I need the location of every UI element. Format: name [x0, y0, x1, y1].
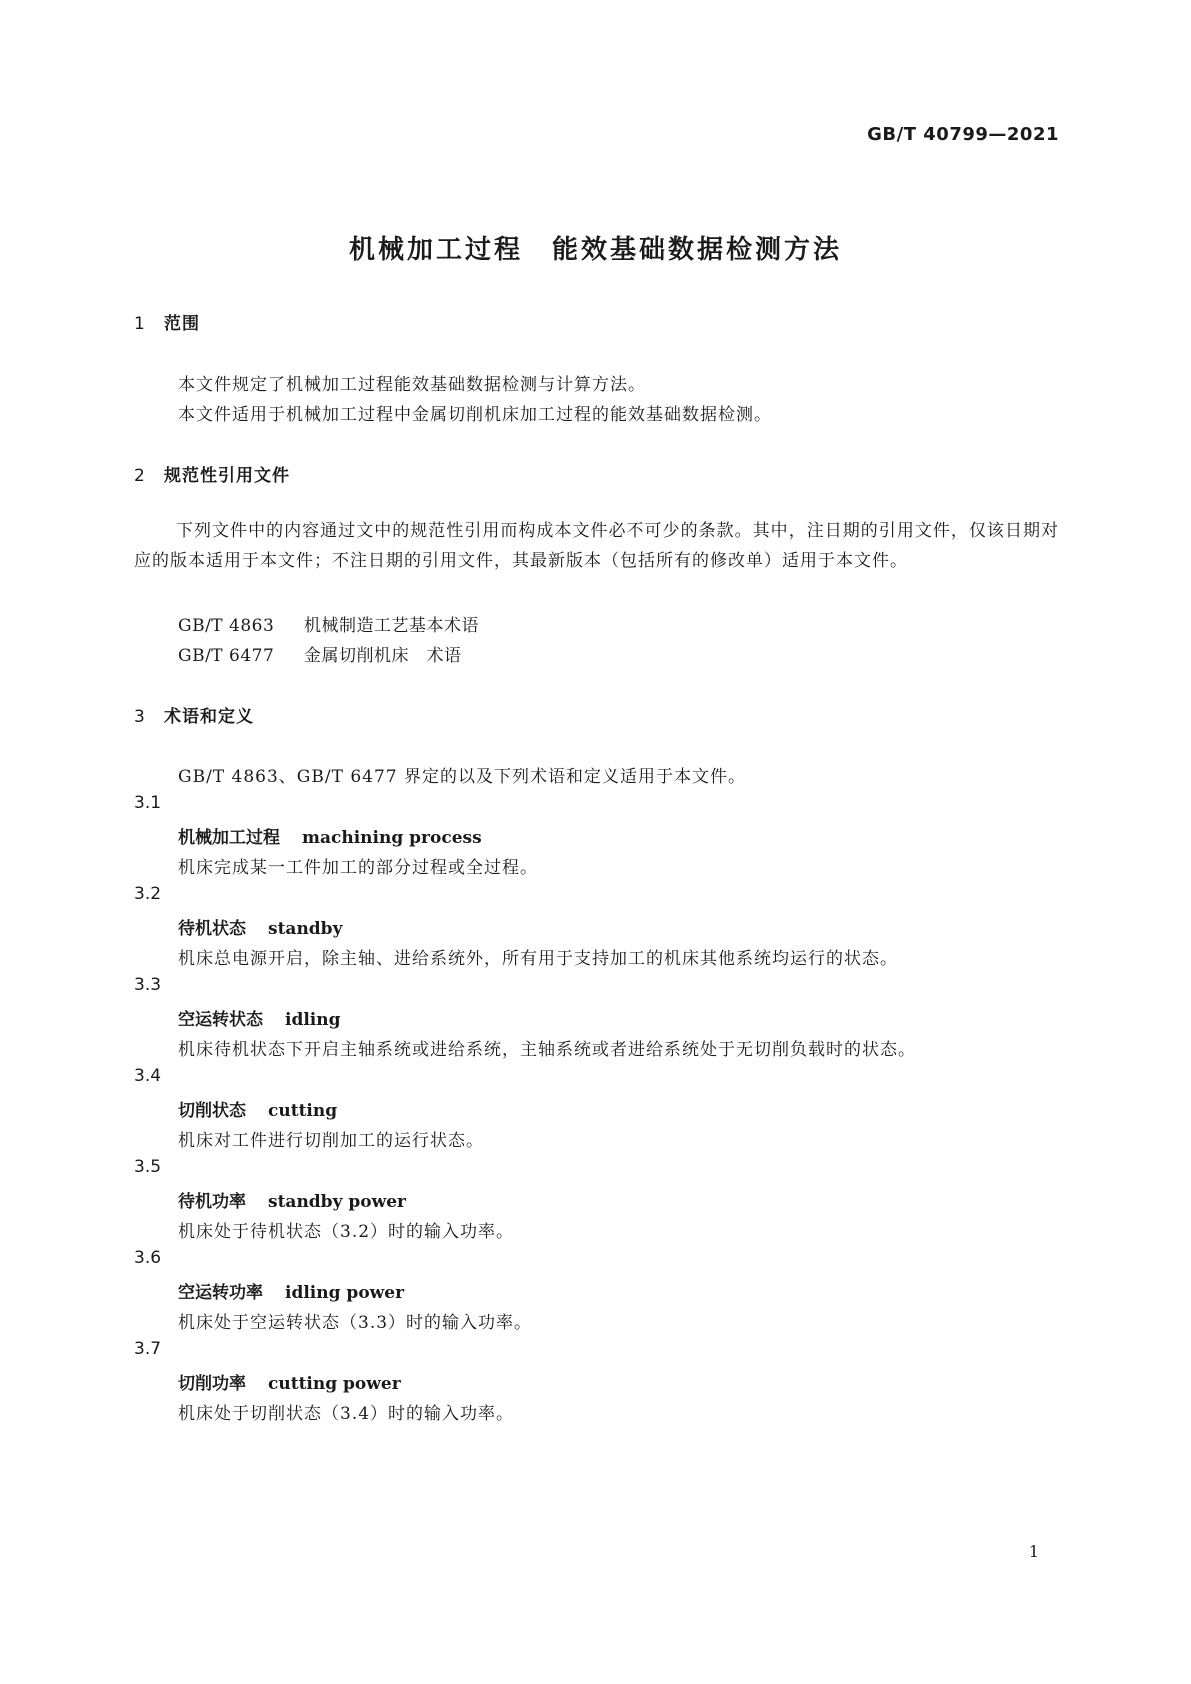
- term-name: [178, 823, 482, 848]
- term-name: [178, 1005, 341, 1030]
- section-title: 范围: [164, 314, 200, 334]
- section-title: 规范性引用文件: [164, 466, 290, 486]
- terms-intro: GB/T 4863、GB/T 6477 界定的以及下列术语和定义适用于本文件。: [178, 767, 747, 787]
- section-1-heading: [134, 309, 200, 334]
- section-number: 1: [134, 314, 146, 334]
- document-title: 机械加工过程 能效基础数据检测方法: [348, 235, 842, 265]
- term-name-cn: 机械加工过程: [178, 828, 280, 848]
- normative-refs-paragraph: 下列文件中的内容通过文中的规范性引用而构成本文件必不可少的条款。其中，注日期的引用文件，仅该日期对应的版本适用于本文件；不注日期的引用文件，其最新版本（包括所有的修改单）适用于本文件。: [134, 521, 1059, 571]
- reference-row: [178, 641, 462, 666]
- term-definition: 机床总电源开启，除主轴、进给系统外，所有用于支持加工的机床其他系统均运行的状态。: [178, 949, 898, 969]
- term-name-en: cutting: [268, 1101, 338, 1121]
- term-name-cn: 空运转功率: [178, 1283, 263, 1303]
- term-name-cn: 待机状态: [178, 919, 246, 939]
- section-title: 术语和定义: [164, 707, 254, 727]
- section-number: 2: [134, 466, 146, 486]
- term-name-en: standby: [268, 919, 343, 939]
- section-3-heading: [134, 702, 254, 727]
- reference-name: 机械制造工艺基本术语: [304, 616, 479, 636]
- reference-code: GB/T 4863: [178, 616, 275, 636]
- term-name-cn: 空运转状态: [178, 1010, 263, 1030]
- term-name: [178, 1369, 401, 1394]
- term-name-en: standby power: [268, 1192, 407, 1212]
- term-number: 3.3: [134, 975, 162, 995]
- term-name-en: idling: [285, 1010, 341, 1030]
- term-name: [178, 1096, 337, 1121]
- reference-row: [178, 611, 479, 636]
- term-name: [178, 1278, 404, 1303]
- term-name-en: machining process: [302, 828, 482, 848]
- scope-paragraph-1: 本文件规定了机械加工过程能效基础数据检测与计算方法。: [178, 375, 646, 395]
- section-2-heading: [134, 461, 290, 486]
- term-name-cn: 切削状态: [178, 1101, 246, 1121]
- term-definition: 机床处于切削状态（3.4）时的输入功率。: [178, 1404, 515, 1424]
- term-number: 3.4: [134, 1066, 162, 1086]
- standard-code: GB/T 40799—2021: [867, 124, 1059, 145]
- term-name: [178, 1187, 406, 1212]
- term-number: 3.2: [134, 884, 162, 904]
- term-number: 3.1: [134, 793, 162, 813]
- reference-code: GB/T 6477: [178, 646, 275, 666]
- reference-name: 金属切削机床 术语: [304, 646, 462, 666]
- scope-paragraph-2: 本文件适用于机械加工过程中金属切削机床加工过程的能效基础数据检测。: [178, 405, 772, 425]
- term-number: 3.6: [134, 1248, 162, 1268]
- term-name-en: cutting power: [268, 1374, 401, 1394]
- page-number: 1: [1028, 1542, 1039, 1561]
- term-name-cn: 切削功率: [178, 1374, 246, 1394]
- term-definition: 机床待机状态下开启主轴系统或进给系统，主轴系统或者进给系统处于无切削负载时的状态。: [178, 1040, 916, 1060]
- term-definition: 机床处于空运转状态（3.3）时的输入功率。: [178, 1313, 533, 1333]
- term-definition: 机床处于待机状态（3.2）时的输入功率。: [178, 1222, 515, 1242]
- term-definition: 机床对工件进行切削加工的运行状态。: [178, 1131, 484, 1151]
- term-name-en: idling power: [285, 1283, 405, 1303]
- term-definition: 机床完成某一工件加工的部分过程或全过程。: [178, 858, 538, 878]
- term-name-cn: 待机功率: [178, 1192, 246, 1212]
- term-name: [178, 914, 342, 939]
- section-number: 3: [134, 707, 146, 727]
- term-number: 3.5: [134, 1157, 162, 1177]
- term-number: 3.7: [134, 1339, 162, 1359]
